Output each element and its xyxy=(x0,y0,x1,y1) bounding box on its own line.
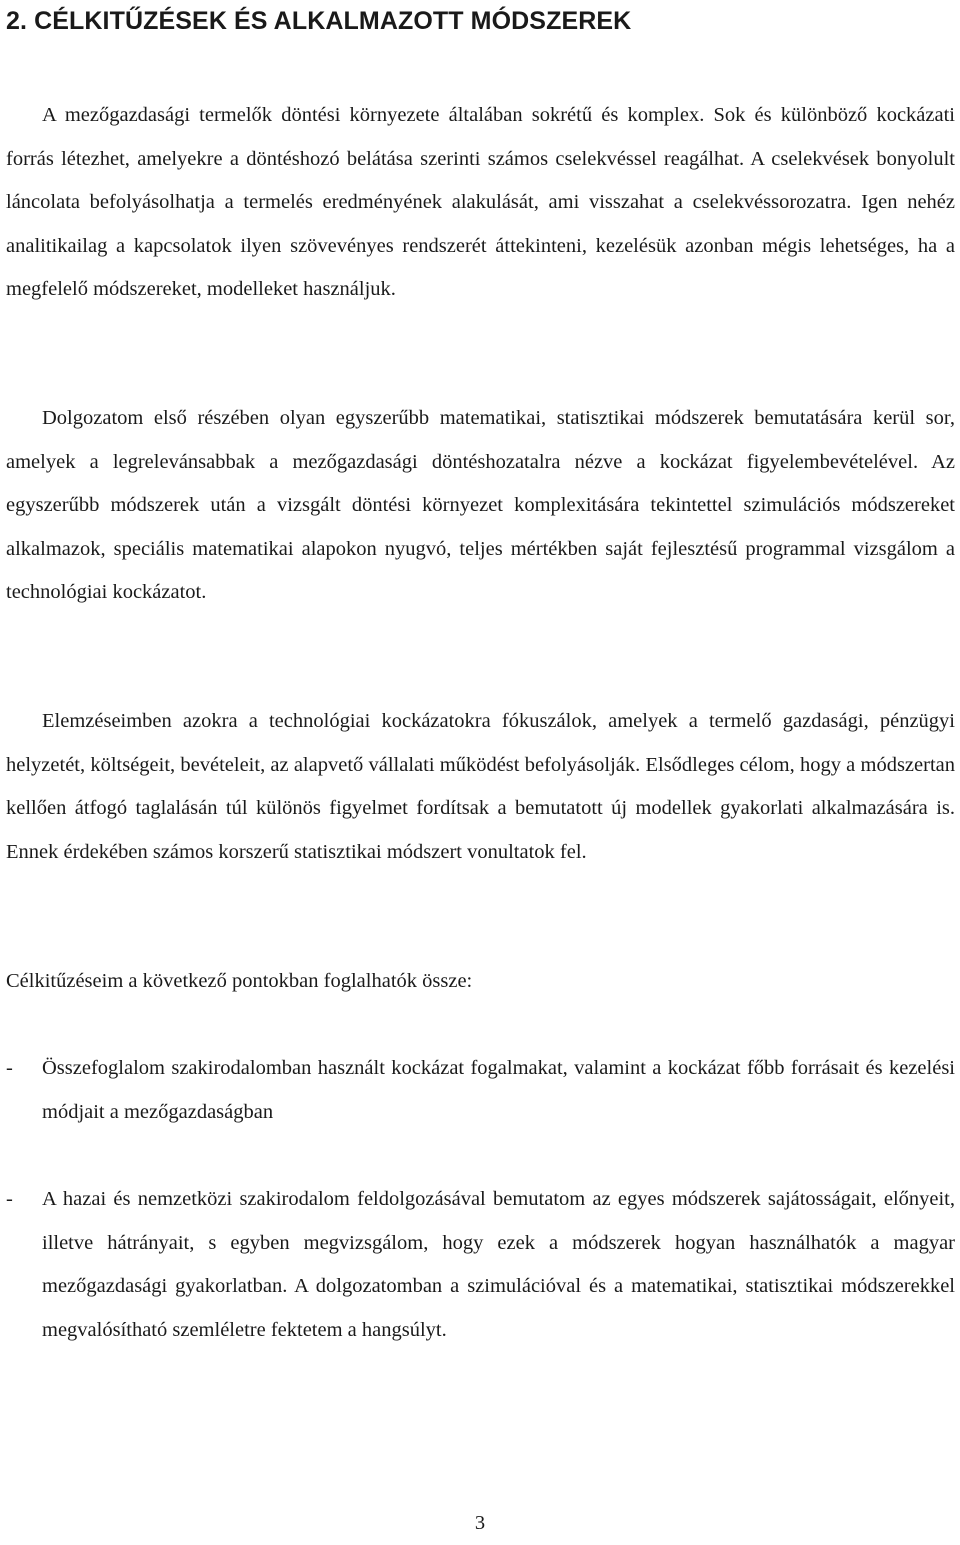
objective-list-item-1 xyxy=(6,1047,955,1134)
paragraph-methods: Dolgozatom első részében olyan egyszerűbb matematikai, statisztikai módszerek bemutatására kerül sor, amelyek a legrelevánsabbak a mezőgazdasági döntéshozatalra nézve a kockázat figyelembevételével. Az egyszerűbb módszerek után a vizsgált döntési környezet komplexitására tekintettel szimulációs módszereket alkalmazok, speciális matematikai alapokon nyugvó, teljes mértékben saját fejlesztésű programmal vizsgálom a technológiai kockázatot. xyxy=(6,407,955,604)
objective-list-item-2 xyxy=(6,1178,955,1352)
list-bullet: - xyxy=(6,1188,13,1210)
section-heading: 2. CÉLKITŰZÉSEK ÉS ALKALMAZOTT MÓDSZEREK xyxy=(6,7,632,35)
list-item-text: Összefoglalom szakirodalomban használt kockázat fogalmakat, valamint a kockázat főbb forrásait és kezelési módjait a mezőgazdaságban xyxy=(42,1057,955,1123)
paragraph-intro: A mezőgazdasági termelők döntési környezete általában sokrétű és komplex. Sok és különböző kockázati forrás létezhet, amelyekre a döntéshozó belátása szerinti számos cselekvéssel reagálhat. A cselekvések bonyolult láncolata befolyásolhatja a termelés eredményének alakulását, ami visszahat a cselekvéssorozatra. Igen nehéz analitikailag a kapcsolatok ilyen szövevényes rendszerét áttekinteni, kezelésük azonban mégis lehetséges, ha a megfelelő módszereket, modelleket használjuk. xyxy=(6,104,955,301)
page-number: 3 xyxy=(474,1512,486,1534)
paragraph-focus: Elemzéseimben azokra a technológiai kockázatokra fókuszálok, amelyek a termelő gazdasági, pénzügyi helyzetét, költségeit, bevételeit, az alapvető vállalati működést befolyásolják. Elsődleges célom, hogy a módszertan kellően átfogó taglalásán túl különös figyelmet fordítsak a bemutatott új modellek gyakorlati alkalmazására is. Ennek érdekében számos korszerű statisztikai módszert vonultatok fel. xyxy=(6,710,955,863)
list-bullet: - xyxy=(6,1057,13,1079)
paragraph-objectives-intro: Célkitűzéseim a következő pontokban foglalhatók össze: xyxy=(6,970,473,992)
list-item-text: A hazai és nemzetközi szakirodalom feldolgozásával bemutatom az egyes módszerek sajátosságait, előnyeit, illetve hátrányait, s egyben megvizsgálom, hogy ezek a módszerek hogyan használhatók a magyar mezőgazdasági gyakorlatban. A dolgozatomban a szimulációval és a matematikai, statisztikai módszerekkel megvalósítható szemléletre fektetem a hangsúlyt. xyxy=(42,1188,955,1341)
